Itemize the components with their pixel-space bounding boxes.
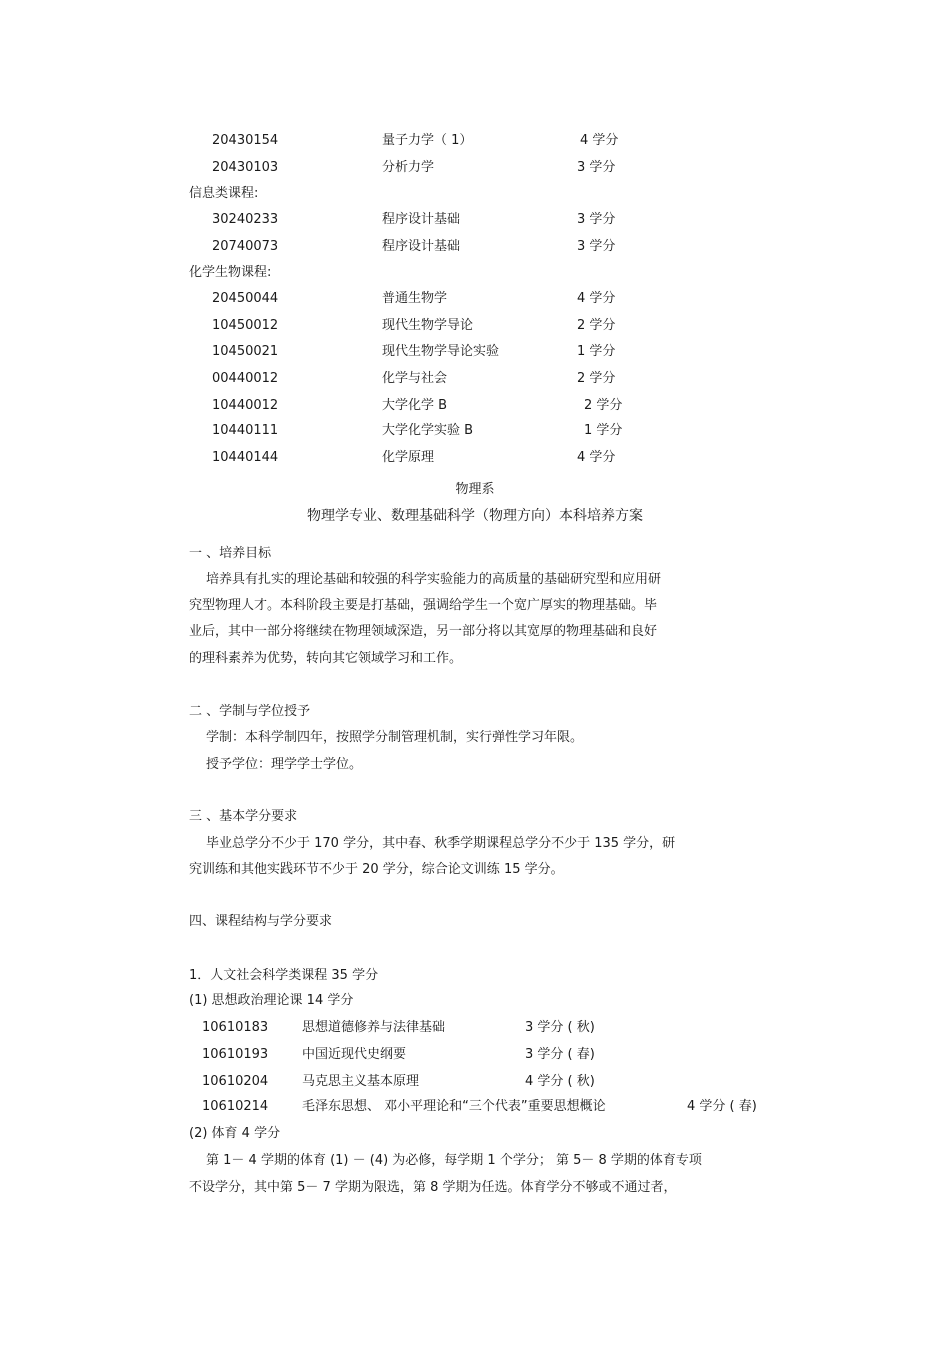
course-credit: 1 学分 (577, 344, 616, 359)
course-code: 10610204 (202, 1074, 269, 1089)
course-code: 10450021 (212, 344, 279, 359)
course-code: 20430103 (212, 160, 279, 175)
course-credit: 3 学分 ( 秋) (525, 1020, 595, 1035)
course-credit: 3 学分 (577, 160, 616, 175)
section-heading: 三 、基本学分要求 (189, 809, 298, 824)
course-code: 00440012 (212, 371, 279, 386)
subsection-heading: 1．人文社会科学类课程 35 学分 (189, 968, 379, 983)
chem-courses-label: 化学生物课程: (189, 265, 272, 280)
plan-title: 物理学专业、数理基础科学（物理方向）本科培养方案 (307, 508, 643, 524)
course-code: 30240233 (212, 212, 279, 227)
course-name: 中国近现代史纲要 (302, 1047, 407, 1062)
course-credit: 4 学分 (580, 133, 619, 148)
course-credit: 1 学分 (584, 423, 623, 438)
course-credit: 4 学分 ( 春) (687, 1099, 757, 1114)
course-name: 普通生物学 (382, 291, 448, 306)
paragraph-line: 究型物理人才。本科阶段主要是打基础，强调给学生一个宽广厚实的物理基础。毕 (189, 598, 658, 613)
course-credit: 4 学分 (577, 450, 616, 465)
course-name: 大学化学实验 B (382, 423, 474, 438)
paragraph-line: 培养具有扎实的理论基础和较强的科学实验能力的高质量的基础研究型和应用研 (206, 572, 662, 587)
course-code: 20740073 (212, 239, 279, 254)
paragraph-line: 的理科素养为优势，转向其它领域学习和工作。 (189, 651, 463, 666)
course-code: 10450012 (212, 318, 279, 333)
subsection-heading: (2) 体育 4 学分 (189, 1126, 281, 1141)
course-name: 现代生物学导论实验 (382, 344, 500, 359)
course-code: 20430154 (212, 133, 279, 148)
paragraph-line: 不设学分，其中第 5－ 7 学期为限选，第 8 学期为任选。体育学分不够或不通过者， (189, 1180, 677, 1195)
course-credit: 3 学分 ( 春) (525, 1047, 595, 1062)
course-code: 10440012 (212, 398, 279, 413)
info-courses-label: 信息类课程: (189, 186, 259, 201)
course-name: 程序设计基础 (382, 212, 461, 227)
course-name: 程序设计基础 (382, 239, 461, 254)
course-credit: 2 学分 (577, 318, 616, 333)
department-title: 物理系 (455, 482, 495, 497)
section-heading: 一 、培养目标 (189, 546, 272, 561)
section-heading: 二 、学制与学位授予 (189, 704, 311, 719)
course-code: 10610183 (202, 1020, 269, 1035)
course-code: 10610193 (202, 1047, 269, 1062)
course-name: 化学与社会 (382, 371, 448, 386)
course-name: 思想道德修养与法律基础 (302, 1020, 446, 1035)
paragraph-line: 究训练和其他实践环节不少于 20 学分，综合论文训练 15 学分。 (189, 862, 564, 877)
course-credit: 4 学分 (577, 291, 616, 306)
course-credit: 2 学分 (577, 371, 616, 386)
paragraph-line: 学制：本科学制四年，按照学分制管理机制，实行弹性学习年限。 (206, 730, 584, 745)
course-code: 10440111 (212, 423, 279, 438)
course-name: 化学原理 (382, 450, 435, 465)
course-code: 10610214 (202, 1099, 269, 1114)
course-code: 10440144 (212, 450, 279, 465)
course-code: 20450044 (212, 291, 279, 306)
section-heading: 四、课程结构与学分要求 (189, 914, 333, 929)
course-name: 分析力学 (382, 160, 435, 175)
course-credit: 2 学分 (584, 398, 623, 413)
paragraph-line: 授予学位：理学学士学位。 (206, 757, 363, 772)
paragraph-line: 业后，其中一部分将继续在物理领域深造，另一部分将以其宽厚的物理基础和良好 (189, 624, 658, 639)
paragraph-line: 第 1－ 4 学期的体育 (1) － (4) 为必修，每学期 1 个学分； 第 5－ 8 学期的体育专项 (206, 1153, 702, 1168)
course-name: 马克思主义基本原理 (302, 1074, 420, 1089)
course-credit: 3 学分 (577, 239, 616, 254)
course-name: 现代生物学导论 (382, 318, 474, 333)
course-credit: 3 学分 (577, 212, 616, 227)
course-name: 大学化学 B (382, 398, 448, 413)
course-name: 毛泽东思想、 邓小平理论和“三个代表”重要思想概论 (302, 1099, 606, 1114)
course-credit: 4 学分 ( 秋) (525, 1074, 595, 1089)
course-name: 量子力学（ 1） (382, 133, 473, 148)
subsection-heading: (1) 思想政治理论课 14 学分 (189, 993, 354, 1008)
paragraph-line: 毕业总学分不少于 170 学分，其中春、秋季学期课程总学分不少于 135 学分，研 (206, 836, 676, 851)
